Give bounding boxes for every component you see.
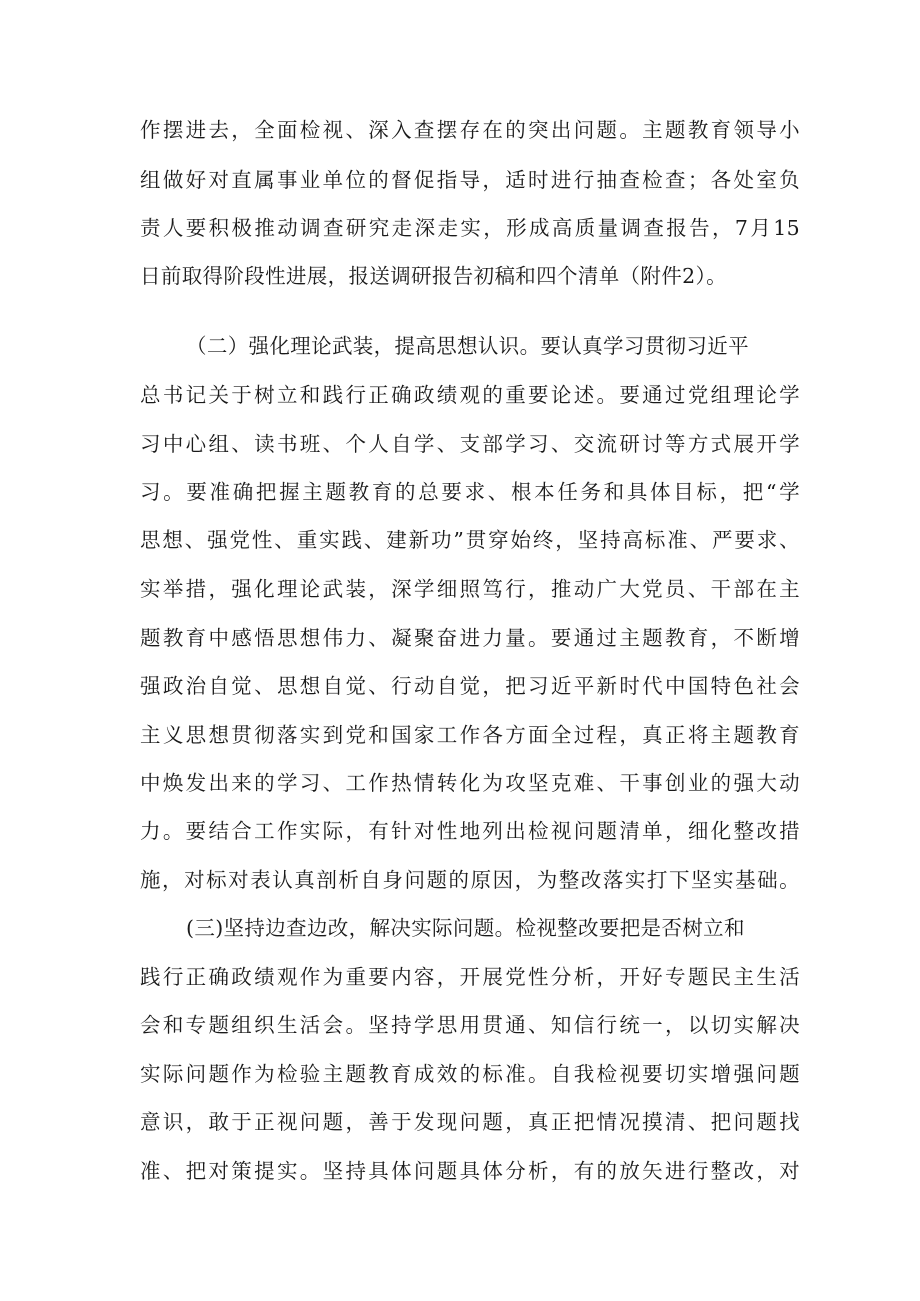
text-line: 组做好对直属事业单位的督促指导，适时进行抽查检查；各处室负 [140, 168, 800, 192]
text-line: 践行正确政绩观作为重要内容，开展党性分析，开好专题民主生活 [140, 965, 800, 989]
text-line: 会和专题组织生活会。坚持学思用贯通、知信行统一，以切实解决 [140, 1013, 800, 1037]
text-line: 日前取得阶段性进展，报送调研报告初稿和四个清单（附件2）。 [140, 264, 727, 288]
text-line: 责人要积极推动调查研究走深走实，形成高质量调查报告，7月15 [140, 216, 800, 240]
text-line: 思想、强党性、重实践、建新功”贯穿始终，坚持高标准、严要求、 [140, 528, 800, 552]
text-line: 中焕发出来的学习、工作热情转化为攻坚克难、干事创业的强大动 [140, 771, 800, 795]
text-line: 强政治自觉、思想自觉、行动自觉，把习近平新时代中国特色社会 [140, 674, 800, 698]
text-line: 习中心组、读书班、个人自学、支部学习、交流研讨等方式展开学 [140, 432, 800, 456]
text-line: 意识，敢于正视问题，善于发现问题，真正把情况摸清、把问题找 [140, 1110, 800, 1134]
text-line: 主义思想贯彻落实到党和国家工作各方面全过程，真正将主题教育 [140, 723, 800, 747]
text-line: 习。要准确把握主题教育的总要求、根本任务和具体目标，把“学 [140, 480, 800, 504]
text-line: 实际问题作为检验主题教育成效的标准。自我检视要切实增强问题 [140, 1062, 800, 1086]
text-line: 总书记关于树立和践行正确政绩观的重要论述。要通过党组理论学 [140, 383, 800, 407]
section-heading-line: （二）强化理论武装，提高思想认识。要认真学习贯彻习近平 [186, 334, 749, 358]
section-heading-line: (三)坚持边查边改，解决实际问题。检视整改要把是否树立和 [186, 916, 745, 940]
text-line: 题教育中感悟思想伟力、凝聚奋进力量。要通过主题教育，不断增 [140, 626, 800, 650]
text-line: 实举措，强化理论武装，深学细照笃行，推动广大党员、干部在主 [140, 577, 800, 601]
text-line: 施，对标对表认真剖析自身问题的原因，为整改落实打下坚实基础。 [140, 868, 800, 892]
text-line: 作摆进去，全面检视、深入查摆存在的突出问题。主题教育领导小 [140, 118, 800, 142]
text-line: 力。要结合工作实际，有针对性地列出检视问题清单，细化整改措 [140, 819, 800, 843]
text-line: 准、把对策提实。坚持具体问题具体分析，有的放矢进行整改，对 [140, 1159, 800, 1183]
